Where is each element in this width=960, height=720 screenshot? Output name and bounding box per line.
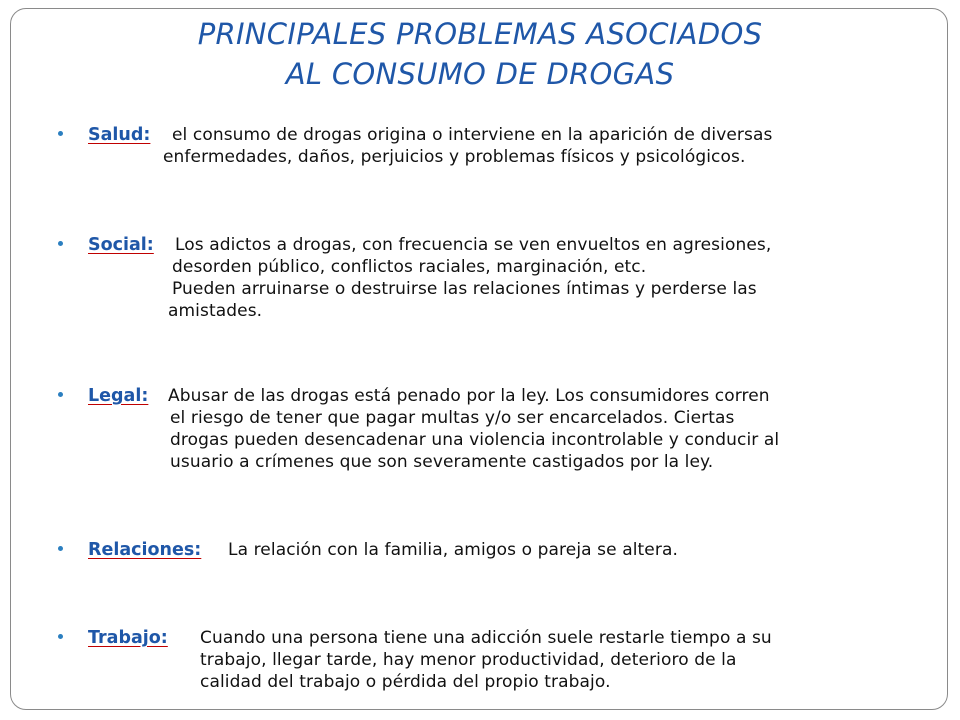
item-text-line: Cuando una persona tiene una adicción suele restarle tiempo a su — [200, 628, 772, 648]
slide-frame — [10, 8, 948, 710]
bullet-dot-icon — [58, 546, 63, 551]
item-text-line: usuario a crímenes que son severamente castigados por la ley. — [170, 452, 714, 472]
bullet-dot-icon — [58, 131, 63, 136]
bullet-dot-icon — [58, 392, 63, 397]
item-text-line: Los adictos a drogas, con frecuencia se ven envueltos en agresiones, — [175, 235, 772, 255]
title-line-1: PRINCIPALES PROBLEMAS ASOCIADOS — [197, 17, 763, 51]
bullet-dot-icon — [58, 241, 63, 246]
item-text-line: La relación con la familia, amigos o pareja se altera. — [228, 540, 678, 560]
item-text-line: el consumo de drogas origina o interviene en la aparición de diversas — [172, 125, 773, 145]
title-line-2: AL CONSUMO DE DROGAS — [285, 57, 675, 91]
item-label: Social: — [88, 235, 154, 255]
item-text-line: el riesgo de tener que pagar multas y/o ser encarcelados. Ciertas — [170, 408, 735, 428]
item-label: Trabajo: — [88, 628, 168, 648]
bullet-dot-icon — [58, 634, 63, 639]
item-text-line: Abusar de las drogas está penado por la ley. Los consumidores corren — [168, 386, 770, 406]
item-text-line: calidad del trabajo o pérdida del propio trabajo. — [200, 672, 611, 692]
item-text-line: drogas pueden desencadenar una violencia incontrolable y conducir al — [170, 430, 780, 450]
item-text-line: enfermedades, daños, perjuicios y problemas físicos y psicológicos. — [163, 147, 746, 167]
item-label: Salud: — [88, 125, 151, 145]
item-label: Relaciones: — [88, 540, 202, 560]
item-text-line: trabajo, llegar tarde, hay menor productividad, deterioro de la — [200, 650, 737, 670]
item-label: Legal: — [88, 386, 149, 406]
item-text-line: desorden público, conflictos raciales, marginación, etc. — [172, 257, 647, 277]
item-text-line: amistades. — [168, 301, 263, 321]
item-text-line: Pueden arruinarse o destruirse las relaciones íntimas y perderse las — [172, 279, 757, 299]
slide-title — [0, 14, 960, 94]
